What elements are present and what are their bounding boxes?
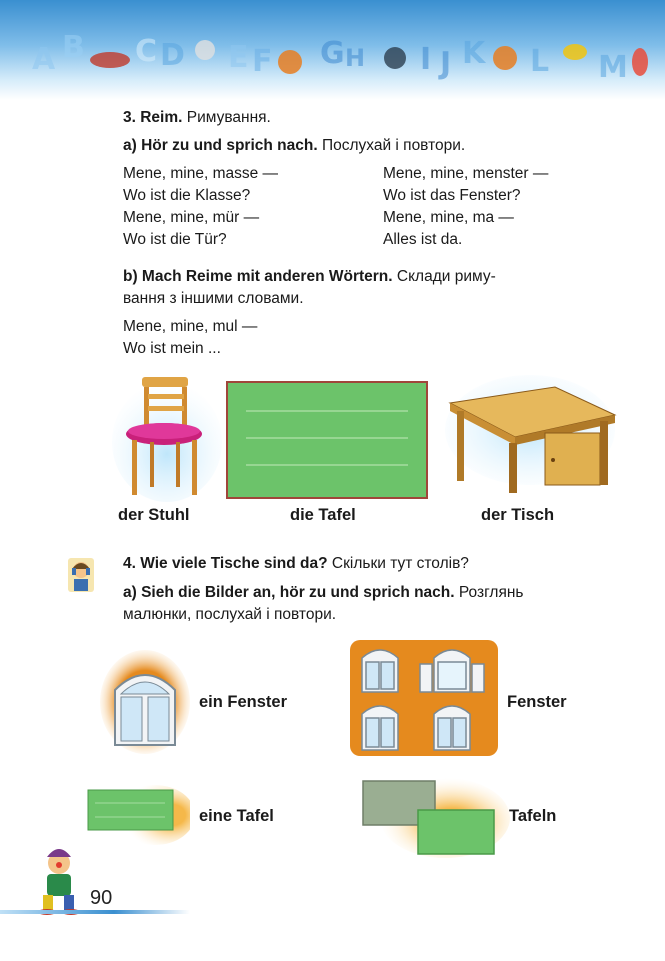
clown-mascot-icon <box>33 845 88 915</box>
rhyme-right-line: Wo ist das Fenster? <box>383 187 521 204</box>
one-window-illustration <box>100 650 190 755</box>
rhyme-right-line: Mene, mine, ma — <box>383 209 514 226</box>
ex4-instruction-a-ua-cont: малюнки, послухай і повтори. <box>123 606 337 623</box>
rhyme-right-line: Alles ist da. <box>383 231 463 248</box>
banner-letter: D <box>160 38 185 73</box>
one-board-illustration <box>85 785 190 845</box>
alphabet-banner <box>0 0 665 100</box>
banner-letter: E <box>228 40 249 75</box>
ex3-b-line: Mene, mine, mul — <box>123 318 258 335</box>
ex3-instruction-a-de: a) Hör zu und sprich nach. <box>123 137 318 154</box>
rhyme-left-line: Wo ist die Tür? <box>123 231 227 248</box>
fenster-caption: Fenster <box>507 693 567 711</box>
two-boards-illustration <box>360 778 510 858</box>
banner-letter: G <box>320 36 345 71</box>
rhyme-left-line: Mene, mine, masse — <box>123 165 279 182</box>
banner-letter: F <box>252 44 273 79</box>
ex4-instruction-a <box>123 582 524 603</box>
ex3-instruction-b-ua-cont: вання з іншими словами. <box>123 290 304 307</box>
ex3-instruction-a <box>123 135 465 156</box>
ex4-title <box>123 553 469 574</box>
banner-letter: A <box>32 42 56 77</box>
page-number: 90 <box>90 887 113 909</box>
tisch-caption: der Tisch <box>481 506 555 524</box>
rhyme-right-line: Mene, mine, menster — <box>383 165 549 182</box>
eine-tafel-caption: eine Tafel <box>199 807 274 825</box>
ex4-instruction-a-ua: Розглянь <box>458 584 524 601</box>
ex4-instruction-a-de: a) Sieh die Bilder an, hör zu und sprich nach. <box>123 584 455 601</box>
tafeln-caption: Tafeln <box>509 807 557 825</box>
table-illustration <box>445 375 620 500</box>
banner-letter: H <box>345 44 366 72</box>
rhyme-left-line: Mene, mine, mür — <box>123 209 260 226</box>
banner-letter: L <box>530 44 550 79</box>
stuhl-caption: der Stuhl <box>118 506 190 524</box>
banner-letter: B <box>62 30 85 65</box>
ex3-instruction-b <box>123 266 496 287</box>
footer-divider <box>0 910 190 914</box>
ex3-title-ua: Римування. <box>186 109 271 126</box>
four-windows-illustration <box>350 640 498 756</box>
banner-letter: C <box>135 34 158 69</box>
banner-letter: K <box>462 36 486 71</box>
banner-letter: J <box>440 46 452 81</box>
ex3-instruction-b-ua: Склади риму- <box>396 268 496 285</box>
ex3-instruction-a-ua: Послухай і повтори. <box>321 137 466 154</box>
ein-fenster-caption: ein Fenster <box>199 693 288 711</box>
ex3-title-number: 3. Reim. <box>123 109 183 126</box>
chair-illustration <box>112 372 222 502</box>
ex4-title-de: 4. Wie viele Tische sind da? <box>123 555 328 572</box>
listen-icon <box>67 557 95 593</box>
board-illustration <box>226 381 428 499</box>
tafel-caption: die Tafel <box>290 506 356 524</box>
ex3-b-line: Wo ist mein ... <box>123 340 221 357</box>
banner-letter: I <box>420 42 432 77</box>
ex3-instruction-b-de: b) Mach Reime mit anderen Wörtern. <box>123 268 393 285</box>
rhyme-left-line: Wo ist die Klasse? <box>123 187 251 204</box>
ex4-title-ua: Скільки тут столів? <box>331 555 469 572</box>
banner-toy-icons <box>0 0 665 100</box>
ex3-title <box>123 107 271 128</box>
banner-letter: M <box>598 50 628 85</box>
